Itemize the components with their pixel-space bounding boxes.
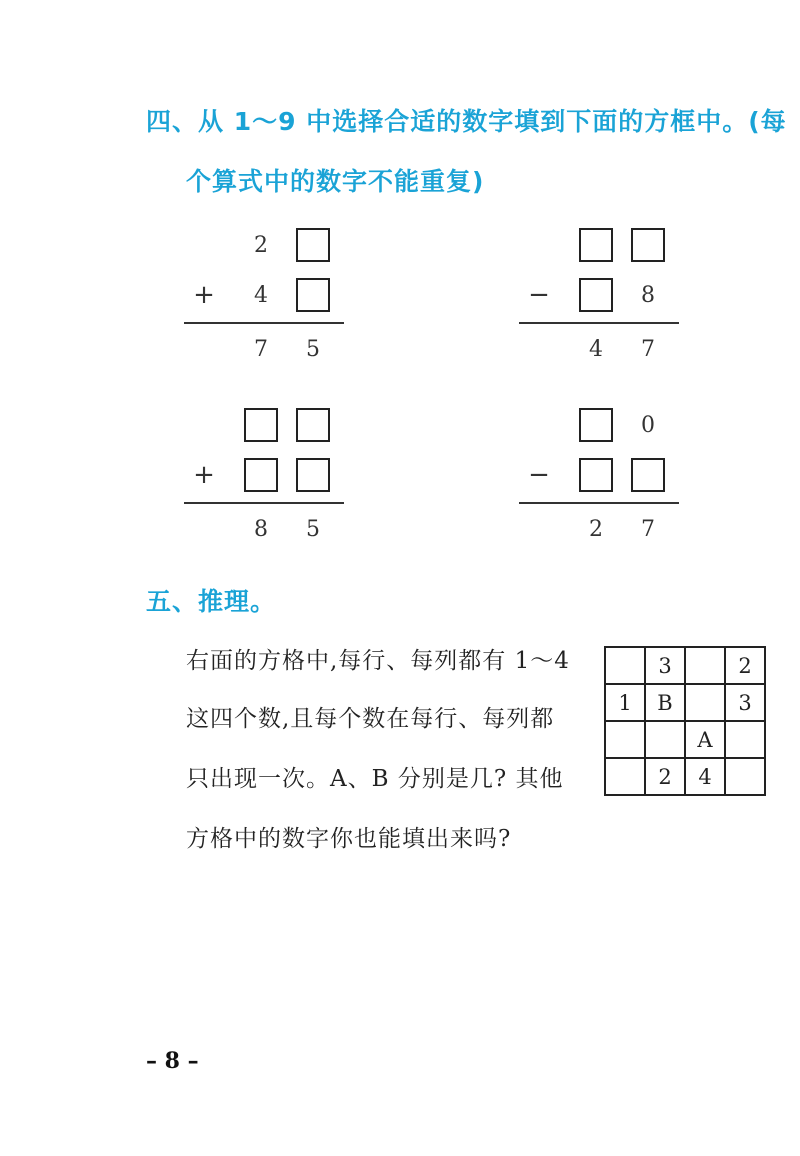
problem-4: [519, 408, 679, 542]
grid-row: [605, 647, 765, 684]
problem-2-result-tens: 4: [589, 336, 603, 362]
problem-3-bottom-ones-blank[interactable]: [296, 458, 330, 492]
problem-1: [184, 228, 344, 362]
grid-row: [605, 721, 765, 758]
problem-1-bottom-tens: 4: [254, 282, 268, 308]
grid-cell: 2: [645, 758, 685, 795]
problem-4-bottom-tens-blank[interactable]: [579, 458, 613, 492]
grid-cell[interactable]: [605, 758, 645, 795]
sum-line: [184, 502, 344, 504]
problem-1-bottom-ones-blank[interactable]: [296, 278, 330, 312]
section5-line-3: 只出现一次。A、B 分别是几? 其他: [186, 766, 564, 792]
grid-cell[interactable]: [685, 647, 725, 684]
grid-cell[interactable]: [605, 647, 645, 684]
problem-3-result-tens: 8: [254, 516, 268, 542]
grid-cell: 2: [725, 647, 765, 684]
grid-cell[interactable]: [725, 721, 765, 758]
grid-cell[interactable]: [645, 721, 685, 758]
grid-row: [605, 684, 765, 721]
minus-operator: −: [528, 460, 550, 490]
sum-line: [184, 322, 344, 324]
grid-cell: 3: [645, 647, 685, 684]
section4-title-line2: 个算式中的数字不能重复): [186, 167, 485, 196]
section5-line-4: 方格中的数字你也能填出来吗?: [186, 826, 512, 852]
difference-line: [519, 502, 679, 504]
problem-2-top-ones-blank[interactable]: [631, 228, 665, 262]
problem-2-bottom-ones: 8: [641, 282, 655, 308]
section5-title: 五、推理。: [146, 587, 277, 616]
grid-cell: 1: [605, 684, 645, 721]
problem-1-result-tens: 7: [254, 336, 268, 362]
problem-3-result-ones: 5: [306, 516, 320, 542]
minus-operator: −: [528, 280, 550, 310]
problem-4-top-ones: 0: [641, 412, 655, 438]
problem-3-top-ones-blank[interactable]: [296, 408, 330, 442]
problem-3-top-tens-blank[interactable]: [244, 408, 278, 442]
problem-1-result-ones: 5: [306, 336, 320, 362]
problem-2-result-ones: 7: [641, 336, 655, 362]
grid-cell[interactable]: [685, 684, 725, 721]
problem-2: [519, 228, 679, 362]
grid-row: [605, 758, 765, 795]
grid-cell: 4: [685, 758, 725, 795]
problem-3-bottom-tens-blank[interactable]: [244, 458, 278, 492]
difference-line: [519, 322, 679, 324]
problem-1-top-ones-blank[interactable]: [296, 228, 330, 262]
plus-operator: +: [193, 460, 215, 490]
reasoning-grid: [604, 646, 766, 796]
plus-operator: +: [193, 280, 215, 310]
grid-cell[interactable]: [605, 721, 645, 758]
grid-cell-b[interactable]: B: [645, 684, 685, 721]
page-number: – 8 –: [146, 1048, 199, 1074]
problem-1-top-tens: 2: [254, 232, 268, 258]
problem-2-bottom-tens-blank[interactable]: [579, 278, 613, 312]
grid-cell: 3: [725, 684, 765, 721]
section5-line-1: 右面的方格中,每行、每列都有 1～4: [186, 648, 570, 674]
problem-3: [184, 408, 344, 542]
problem-4-result-ones: 7: [641, 516, 655, 542]
grid-cell[interactable]: [725, 758, 765, 795]
section5-line-2: 这四个数,且每个数在每行、每列都: [186, 706, 555, 732]
problem-4-result-tens: 2: [589, 516, 603, 542]
problem-4-bottom-ones-blank[interactable]: [631, 458, 665, 492]
problem-4-top-tens-blank[interactable]: [579, 408, 613, 442]
problem-2-top-tens-blank[interactable]: [579, 228, 613, 262]
grid-cell-a[interactable]: A: [685, 721, 725, 758]
section4-title-line1: 四、从 1～9 中选择合适的数字填到下面的方框中。(每: [146, 107, 787, 136]
